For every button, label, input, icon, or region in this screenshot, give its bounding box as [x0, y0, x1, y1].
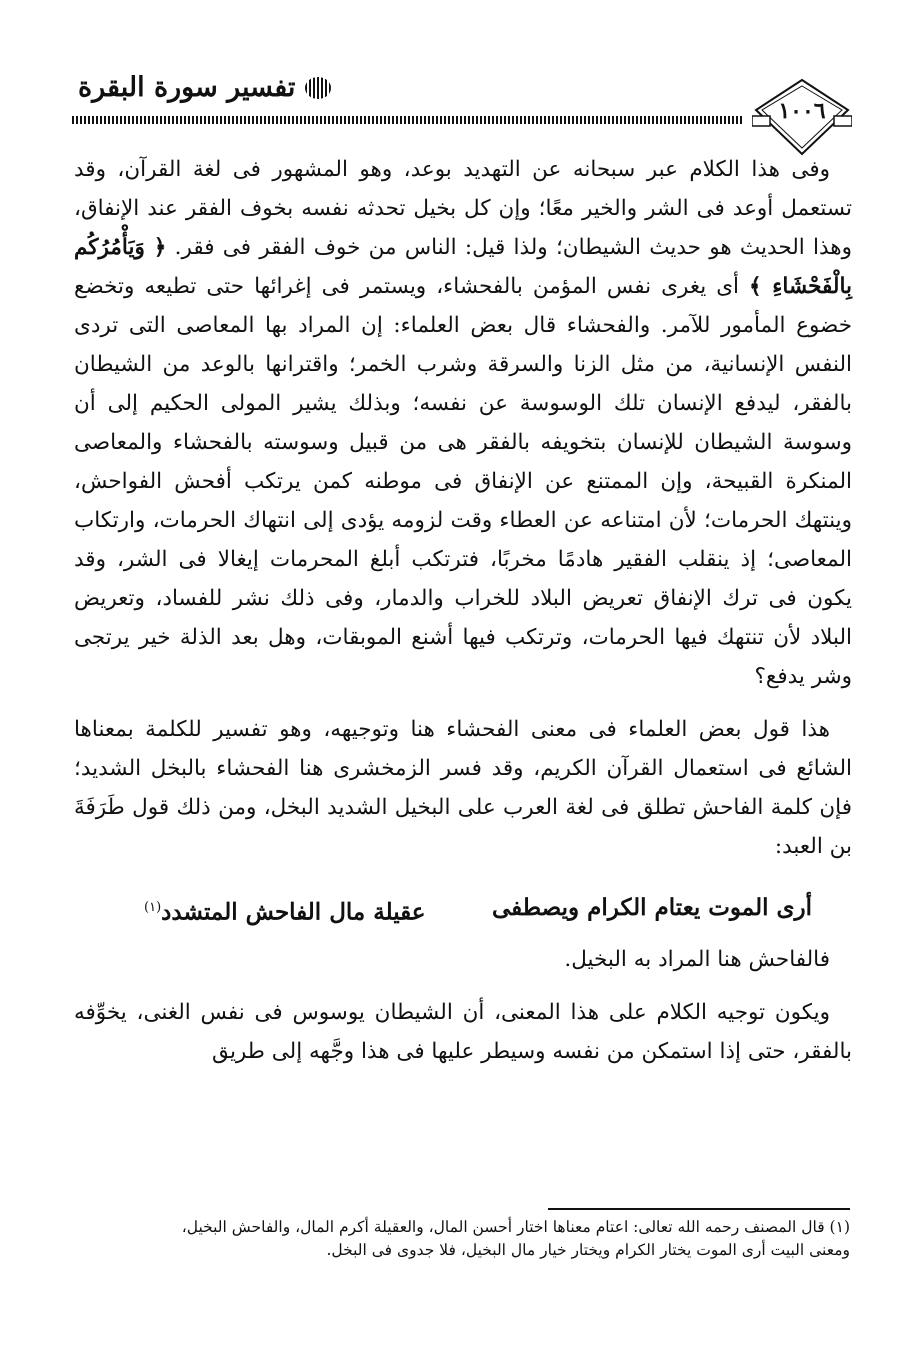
page-number: ١٠٠٦ — [778, 98, 826, 124]
page-header — [72, 58, 852, 138]
main-text — [74, 150, 852, 1071]
poetry-verse — [144, 888, 812, 932]
footnote-ref: (١) — [144, 900, 162, 915]
footnote-line-2: ومعنى البيت أرى الموت يختار الكرام ويختار خيار مال البخيل، فلا جدوى فى البخل. — [326, 1241, 850, 1259]
verse-second-text: عقيلة مال الفاحش المتشدد — [161, 898, 426, 926]
paragraph-after-verse: فالفاحش هنا المراد به البخيل. — [564, 946, 830, 972]
header-rule — [72, 116, 744, 124]
paragraph-3: ويكون توجيه الكلام على هذا المعنى، أن الشيطان يوسوس فى نفس الغنى، يخوِّفه بالفقر، حتى إذا استمكن من نفسه وسيطر عليها فى هذا وجَّهه إلى طريق — [74, 999, 852, 1064]
paragraph-1-end: أى يغرى نفس المؤمن بالفحشاء، ويستمر فى إغرائها حتى تطيعه وتخضع خضوع المأمور للآمر. والفحشاء قال بعض العلماء: إن المراد بها المعاصى التى تردى النفس الإنسانية، من مثل الزنا والسرقة وشرب الخمر؛ واقترانها بالوعد من الشيطان بالفقر، ليدفع الإنسان تلك الوسوسة عن نفسه؛ وبذلك يشير المولى الحكيم إلى أن وسوسة الشيطان للإنسان بتخويفه بالفقر هى من قبيل وسوسته بالفحشاء والمعاصى المنكرة القبيحة، وإن الممتنع عن الإنفاق فى موطنه كمن يرتكب أفحش الفواحش، وينتهك الحرمات؛ لأن امتناعه عن العطاء وقت لزومه يؤدى إلى انتهاك الحرمات، وارتكاب المعاصى؛ إذ ينقلب الفقير هادمًا مخربًا، فترتكب أبلغ المحرمات إيغالا فى الشر، وقد يكون فى ترك الإنفاق تعريض البلاد للخراب والدمار، وفى ذلك نشر للفساد، وتعريض البلاد لأن تنتهك فيها الحرمات، وترتكب فيها أشنع الموبقات، وهل بعد الذلة خير يرتجى وشر يدفع؟ — [74, 274, 852, 689]
footnotes — [96, 1216, 850, 1262]
footnote-line-1: (١) قال المصنف رحمه الله تعالى: اعتام معناها اختار أحسن المال، والعقيلة أكرم المال، والفاحش البخيل، — [181, 1218, 850, 1236]
ornament-icon — [305, 77, 331, 99]
verse-second-hemistich — [144, 888, 426, 932]
paragraph-1 — [74, 150, 852, 696]
footnote-rule — [548, 1208, 850, 1210]
quran-quote: ﴿ وَيَأْمُرُكُم بِالْفَحْشَاءِ ﴾ — [74, 235, 852, 299]
running-title — [78, 72, 331, 103]
paragraph-2: هذا قول بعض العلماء فى معنى الفحشاء هنا وتوجيهه، وهو تفسير للكلمة بمعناها الشائع فى استعمال القرآن الكريم، وقد فسر الزمخشرى هنا الفحشاء بالبخل الشديد؛ فإن كلمة الفاحش تطلق فى لغة العرب على البخيل الشديد البخل، ومن ذلك قول طَرَفَةَ بن العبد: — [74, 717, 852, 859]
paragraph-1-start: وفى هذا الكلام عبر سبحانه عن التهديد بوعد، وهو المشهور فى لغة القرآن، وقد تستعمل أوعد فى الشر والخير معًا؛ وإن كل بخيل تحدثه نفسه بخوف الفقر عند الإنفاق، وهذا الحديث هو حديث الشيطان؛ ولذا قيل: الناس من خوف الفقر فى فقر. — [74, 157, 852, 260]
page-number-badge — [752, 78, 852, 158]
surah-title: تفسير سورة البقرة — [78, 72, 296, 103]
verse-first-hemistich: أرى الموت يعتام الكرام ويصطفى — [492, 894, 812, 921]
